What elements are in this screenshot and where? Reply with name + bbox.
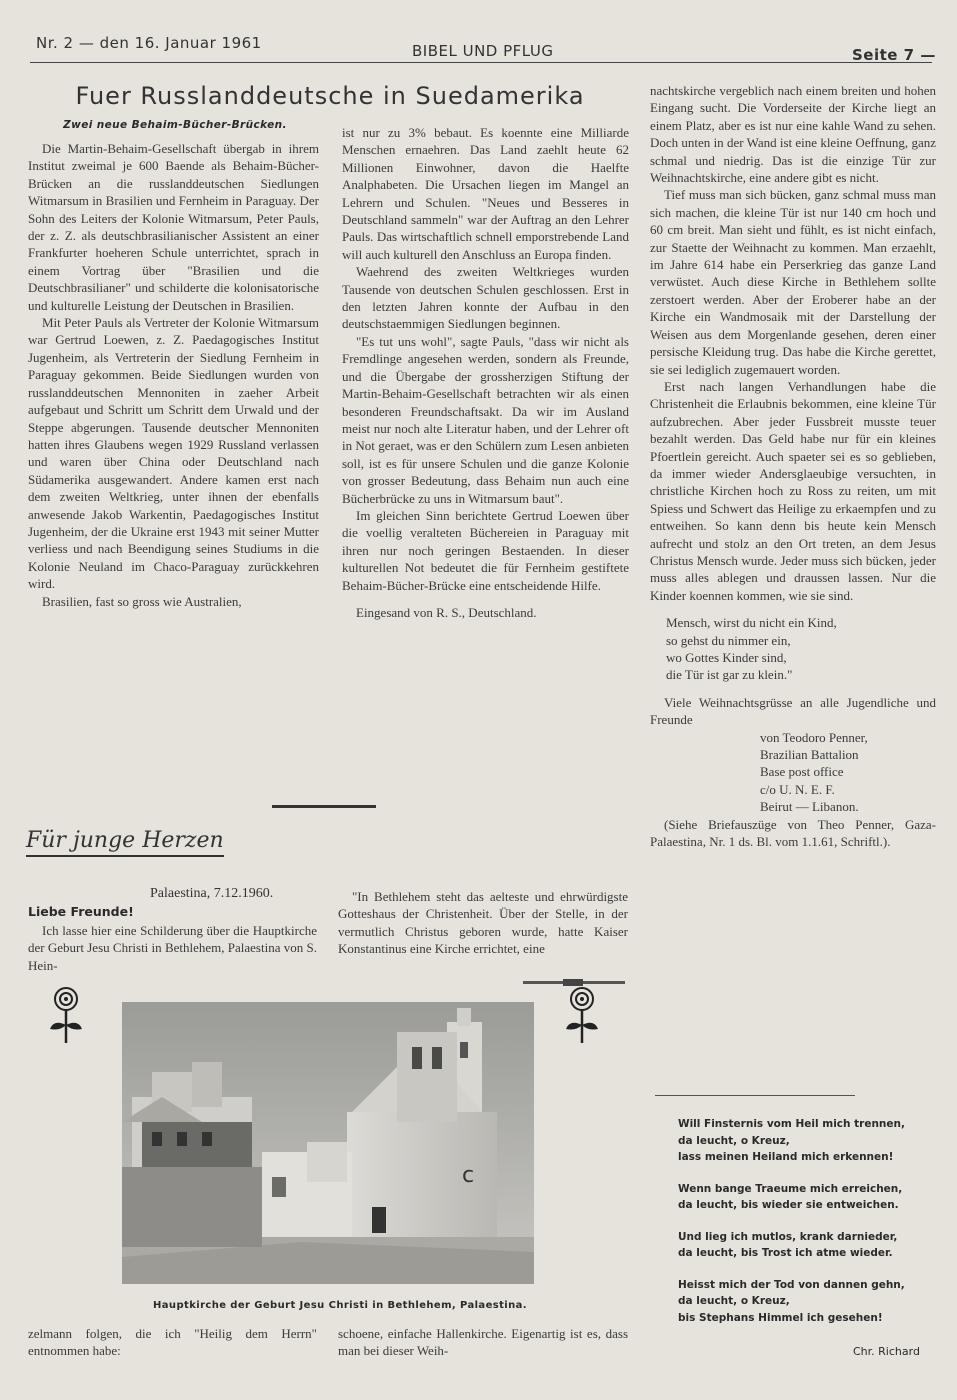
paragraph: Im gleichen Sinn berichtete Gertrud Loewen über die voellig veralteten Büchereien in Paraguay mit ihren nur noch geringen Bestaenden. In dieser kulturellen Not bedeutet die für Fernheim gestiftete Behaim-Bücher-Brücke eine entscheidende Hilfe. (342, 507, 629, 593)
sender-address: von Teodoro Penner, Brazilian Battalion Base post office c/o U. N. E. F. Beirut — Libanon. (760, 729, 868, 815)
paragraph: Tief muss man sich bücken, ganz schmal muss man sich machen, die kleine Tür ist nur 140 cm hoch und 60 cm breit. Man sieht und fühlt, es ist nicht einfach, zur Staette der Weihnacht zu kommen. Man erzaehlt, im Jahre 614 habe ein Perserkrieg das ganze Land verwüstet. Auch diese Kirche in Bethlehem sollte zerstoert werden. Aber der Eroberer habe an der Kirche ein Wandmosaik mit der Darstellung der Weisen aus dem Morgenlande gesehen, deren einer persische Kleidung trug. Das habe die Kirche gerettet, sie sei lediglich zugemauert worden. (650, 187, 936, 377)
hymn-author: Chr. Richard (853, 1345, 920, 1358)
rose-ornament-icon (46, 985, 86, 1045)
paragraph: zelmann folgen, die ich "Heilig dem Herrn" entnommen habe: (28, 1326, 317, 1359)
paragraph: Erst nach langen Verhandlungen habe die Christenheit die Erlaubnis bekommen, eine kleine Tür aufzubrechen. Aber jeder Fussbreit musste teuer bezahlt werden. Das Geld habe nur für ein kleines Pfoertlein gereicht. Auch spaeter sei es so geblieben, da immer wieder Andersglaeubige versuchten, in christliche Kirchen hoch zu Ross zu reiten, um mit Spiess und Schwert das Heilige zu erkaempfen und zu entweihen. So kann denn bis heute kein Mensch aufrecht und stolz an den Ort treten, an dem Jesus Christus Mensch wurde. Jeder muss sich bücken, jeder muss alles ablegen und draussen lassen. Nur die Kinder koennen kommen, wie sie sind. (650, 378, 936, 603)
poem: Mensch, wirst du nicht ein Kind, so gehst du nimmer ein, wo Gottes Kinder sind, die Tür ist gar zu klein." (666, 615, 837, 683)
paragraph: schoene, einfache Hallenkirche. Eigenartig ist es, dass man bei dieser Weih- (338, 1326, 628, 1359)
article2-column-1-top (28, 922, 317, 974)
closing-greeting: Viele Weihnachtsgrüsse an alle Jugendliche und Freunde (650, 694, 936, 728)
hymn-stanza: Wenn bange Traeume mich erreichen, da leucht, bis wieder sie entweichen. (678, 1182, 903, 1211)
hymn-separator (655, 1095, 855, 1096)
article2-column-1-bottom (28, 1325, 317, 1360)
church-photo (122, 1002, 534, 1284)
article2-column-2-bottom (338, 1325, 628, 1360)
paragraph: nachtskirche vergeblich nach einem breiten und hohen Eingang sucht. Die Vorderseite der Kirche liegt an einem Platz, aber es ist nur eine kahle Wand zu sehen. Doch unten in der Wand ist eine kleine Oeffnung, ganz schmal und niedrig. Das ist die einzige Tür zur Weihnachtskirche, eine andere gibt es nicht. (650, 83, 936, 186)
hymn-stanza: Und lieg ich mutlos, krank darnieder, da leucht, bis Trost ich atme wieder. (678, 1230, 898, 1259)
rose-ornament-icon (562, 985, 602, 1045)
newspaper-name: BIBEL UND PFLUG (412, 42, 554, 60)
article2-column-2-top (338, 888, 628, 958)
section-separator (272, 805, 376, 808)
page-number: Seite 7 — (852, 46, 936, 64)
issue-date: Nr. 2 — den 16. Januar 1961 (36, 34, 262, 52)
article2-column-3 (650, 82, 936, 850)
article-subtitle: Zwei neue Behaim-Bücher-Brücken. (63, 119, 287, 131)
letter-greeting: Liebe Freunde! (28, 904, 134, 919)
photo-caption: Hauptkirche der Geburt Jesu Christi in Bethlehem, Palaestina. (153, 1300, 527, 1311)
article1-column-1 (28, 140, 319, 610)
svg-text:c: c (462, 1163, 475, 1188)
hymn-stanza: Will Finsternis vom Heil mich trennen, da leucht, o Kreuz, lass meinen Heiland mich erkennen! (678, 1118, 905, 1163)
paragraph: Mit Peter Pauls als Vertreter der Kolonie Witmarsum war Gertrud Loewen, z. Z. Paedagogisches Institut Jugenheim, als Vertreterin der Siedlung Fernheim in Paraguay gekommen. Beide Siedlungen wurden von russlanddeutschen Mennoniten in zaeher Arbeit aufgebaut und Schritt um Schritt dem Urwald und der Steppe abgerungen. Tausende deutscher Mennoniten hatten ihres Glaubens wegen 1929 Russland verlassen und waren über China oder Deutschland nach Südamerika ausgewandert. Andere kamen erst nach dem zweiten Weltkrieg, unter ihnen der ebenfalls anwesende Jakob Warkentin, Paedagogisches Institut Jugenheim, der die Ukraine erst 1943 mit seiner Mutter verliess und nach Beendigung seines Studiums in die Kolonie Neuland im Chaco-Paraguay zurückkehren wird. (28, 315, 319, 592)
article-title: Fuer Russlanddeutsche in Suedamerika (75, 82, 585, 110)
article-signature: Eingesand von R. S., Deutschland. (356, 604, 537, 620)
paragraph: "Es tut uns wohl", sagte Pauls, "dass wir nicht als Fremdlinge angesehen werden, sondern als Freunde, und die Übergabe der grossherzigen Stiftung der Martin-Behaim-Gesellschaft betrachten wir als einen besonderen Freundschaftsakt. Da wir im Ausland meist nur noch alte Literatur haben, und der Lehrer oft in Not geraet, was er den Schülern zum Lesen anbieten soll, ist es für unsere Schulen und die ganze Kolonie von grosser Bedeutung, dass Behaim nun auch eine Bücherbrücke zu uns in Witmarsum baut". (342, 333, 629, 506)
editor-note: (Siehe Briefauszüge von Theo Penner, Gaza-Palaestina, Nr. 1 ds. Bl. vom 1.1.61, Schriftl.). (650, 816, 936, 850)
paragraph: Die Martin-Behaim-Gesellschaft übergab in ihrem Institut zweimal je 600 Baende als Behaim-Bücher-Brücken an die russlanddeutschen Siedlungen Witmarsum in Brasilien und Fernheim in Paraguay. Der Sohn des Leiters der Kolonie Witmarsum, Peter Pauls, der z. Z. als deutschbrasilianischer Assistent an einer Frankfurter hoeheren Schule unterrichtet, sprach in einem Vortrag über "Brasilien und die Deutschbrasilianer" und schilderte die kolonisatorische und kulturelle Leistung der Deutschen in Brasilien. (28, 141, 319, 313)
paragraph: ist nur zu 3% bebaut. Es koennte eine Milliarde Menschen ernaehren. Das Land zaehlt heute 62 Millionen Einwohner, davon die Haelfte Analphabeten. Die Ursachen liegen im Mangel an Lehrern und Schulen. "Neues und Besseres in Deutschland sammeln" war der Auftrag an den Lehrer Pauls. Das wirtschaftlich schnell emporstrebende Land will auch kulturell den Anschluss an Europa finden. (342, 125, 629, 262)
header-rule (30, 62, 932, 63)
paragraph: Brasilien, fast so gross wie Australien, (42, 593, 242, 609)
section-heading: Für junge Herzen (26, 828, 224, 857)
hymn-stanza: Heisst mich der Tod von dannen gehn, da leucht, o Kreuz, bis Stephans Himmel ich gesehen! (678, 1278, 905, 1324)
paragraph: Ich lasse hier eine Schilderung über die Hauptkirche der Geburt Jesu Christi in Bethlehem, Palaestina von S. Hein- (28, 923, 317, 973)
paragraph: "In Bethlehem steht das aelteste und ehrwürdigste Gotteshaus der Christenheit. Über der Stelle, in der vermutlich Christus geboren wurde, hatte Kaiser Konstantinus eine Kirche errichtet, eine (338, 889, 628, 957)
paragraph: Waehrend des zweiten Weltkrieges wurden Tausende von deutschen Schulen geschlossen. Erst in den letzten Jahren konnte der Aufbau in den deutschstaemmigen Siedlungen beginnen. (342, 264, 629, 332)
letter-place-date: Palaestina, 7.12.1960. (150, 886, 274, 901)
article1-column-2 (342, 124, 629, 621)
hymn-box (678, 1116, 938, 1341)
